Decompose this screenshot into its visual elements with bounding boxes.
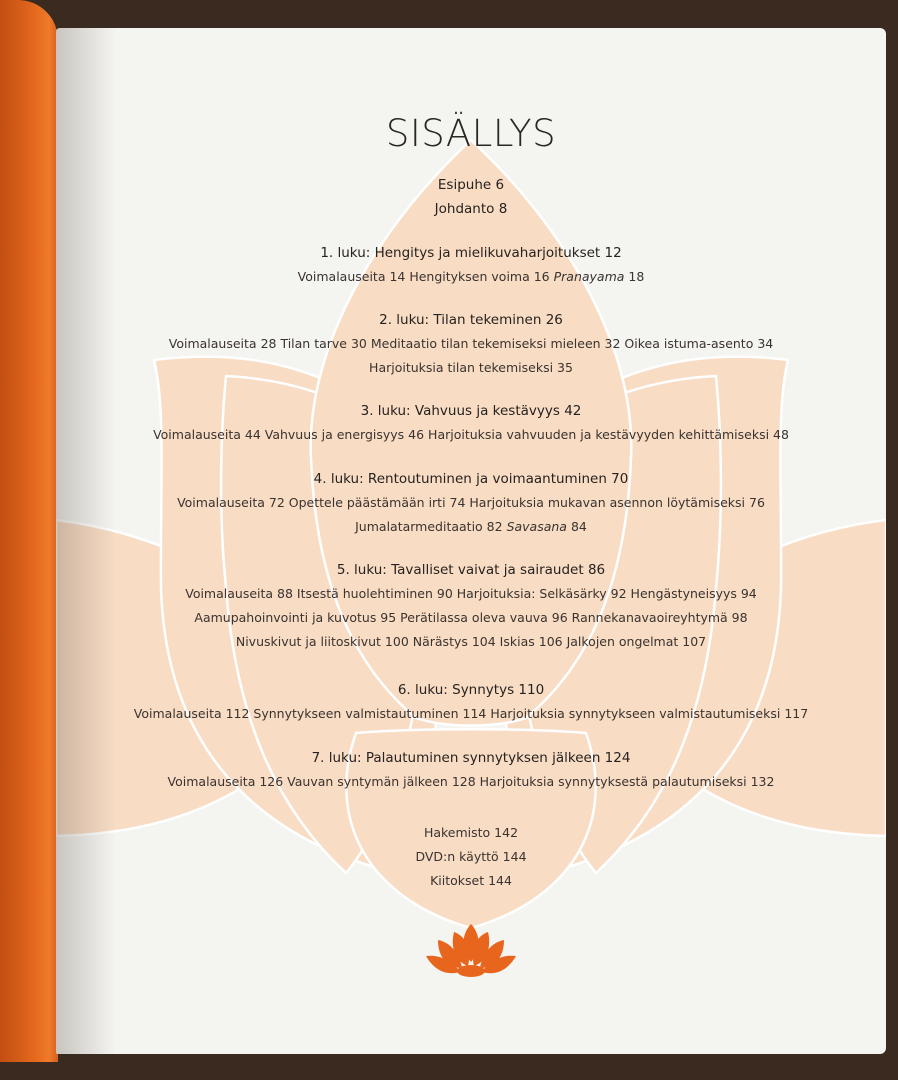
toc-entry-line: [56, 848, 886, 866]
toc-text: Aamupahoinvointi ja kuvotus 95 Perätilassa oleva vauva 96 Rannekanavaoireyhtymä 98: [194, 610, 748, 625]
toc-text: 5. luku: Tavalliset vaivat ja sairaudet 86: [336, 562, 606, 578]
toc-entry-line: [56, 335, 886, 353]
toc-entry-line: [56, 359, 886, 377]
toc-chapter-heading: [56, 470, 886, 488]
toc-text: DVD:n käyttö 144: [415, 849, 527, 864]
toc-text: Hakemisto 142: [423, 825, 519, 840]
toc-text: 6. luku: Synnytys 110: [397, 682, 545, 698]
page-title: SISÄLLYS: [385, 112, 557, 155]
book-page: [56, 28, 886, 1054]
toc-italic-term: Pranayama: [553, 269, 625, 284]
toc-chapter-heading: [56, 200, 886, 218]
toc-entry-line: [56, 872, 886, 890]
toc-chapter-heading: [56, 311, 886, 329]
toc-text: Nivuskivut ja liitoskivut 100 Närästys 104 Iskias 106 Jalkojen ongelmat 107: [235, 634, 707, 649]
toc-text: 2. luku: Tilan tekeminen 26: [379, 312, 563, 328]
toc-chapter-heading: [56, 749, 886, 767]
toc-entry-line: [56, 518, 886, 536]
toc-entry-line: [56, 268, 886, 286]
toc-text: 3. luku: Vahvuus ja kestävyys 42: [360, 403, 582, 419]
toc-text: 4. luku: Rentoutuminen ja voimaantuminen 70: [313, 471, 629, 487]
toc-text: 7. luku: Palautuminen synnytyksen jälkeen 124: [311, 750, 631, 766]
toc-chapter-heading: [56, 402, 886, 420]
table-of-contents: [56, 28, 886, 1054]
toc-text: Voimalauseita 44 Vahvuus ja energisyys 46 Harjoituksia vahvuuden ja kestävyyden kehittämiseksi 48: [153, 427, 789, 442]
toc-entry-line: [56, 705, 886, 723]
toc-text: Voimalauseita 88 Itsestä huolehtiminen 90 Harjoituksia: Selkäsärky 92 Hengästyneisyys 94: [185, 586, 757, 601]
lotus-emblem-icon: [424, 922, 518, 978]
toc-text: Voimalauseita 28 Tilan tarve 30 Meditaatio tilan tekemiseksi mieleen 32 Oikea istuma-asento 34: [168, 336, 774, 351]
toc-text: 18: [624, 269, 645, 284]
toc-entry-line: [56, 609, 886, 627]
toc-entry-line: [56, 494, 886, 512]
toc-chapter-heading: [56, 244, 886, 262]
toc-entry-line: [56, 426, 886, 444]
toc-text: 1. luku: Hengitys ja mielikuvaharjoitukset 12: [320, 245, 622, 261]
book-cover-edge: [0, 0, 58, 1062]
toc-chapter-heading: [56, 681, 886, 699]
toc-entry-line: [56, 585, 886, 603]
toc-entry-line: [56, 824, 886, 842]
toc-text: Voimalauseita 14 Hengityksen voima 16: [297, 269, 554, 284]
toc-entry-line: [56, 633, 886, 651]
toc-italic-term: Savasana: [506, 519, 567, 534]
toc-text: Kiitokset 144: [430, 873, 512, 888]
toc-chapter-heading: [56, 176, 886, 194]
toc-text: Harjoituksia tilan tekemiseksi 35: [369, 360, 573, 375]
toc-text: 84: [566, 519, 587, 534]
toc-text: Esipuhe 6: [437, 177, 505, 193]
toc-entry-line: [56, 773, 886, 791]
toc-text: Voimalauseita 126 Vauvan syntymän jälkeen 128 Harjoituksia synnytyksestä palautumiseksi 132: [167, 774, 775, 789]
toc-text: Jumalatarmeditaatio 82: [355, 519, 507, 534]
toc-text: Voimalauseita 112 Synnytykseen valmistautuminen 114 Harjoituksia synnytykseen valmistautumiseksi 117: [133, 706, 809, 721]
toc-chapter-heading: [56, 561, 886, 579]
toc-text: Johdanto 8: [434, 201, 508, 217]
toc-text: Voimalauseita 72 Opettele päästämään irti 74 Harjoituksia mukavan asennon löytämiseksi 76: [177, 495, 765, 510]
